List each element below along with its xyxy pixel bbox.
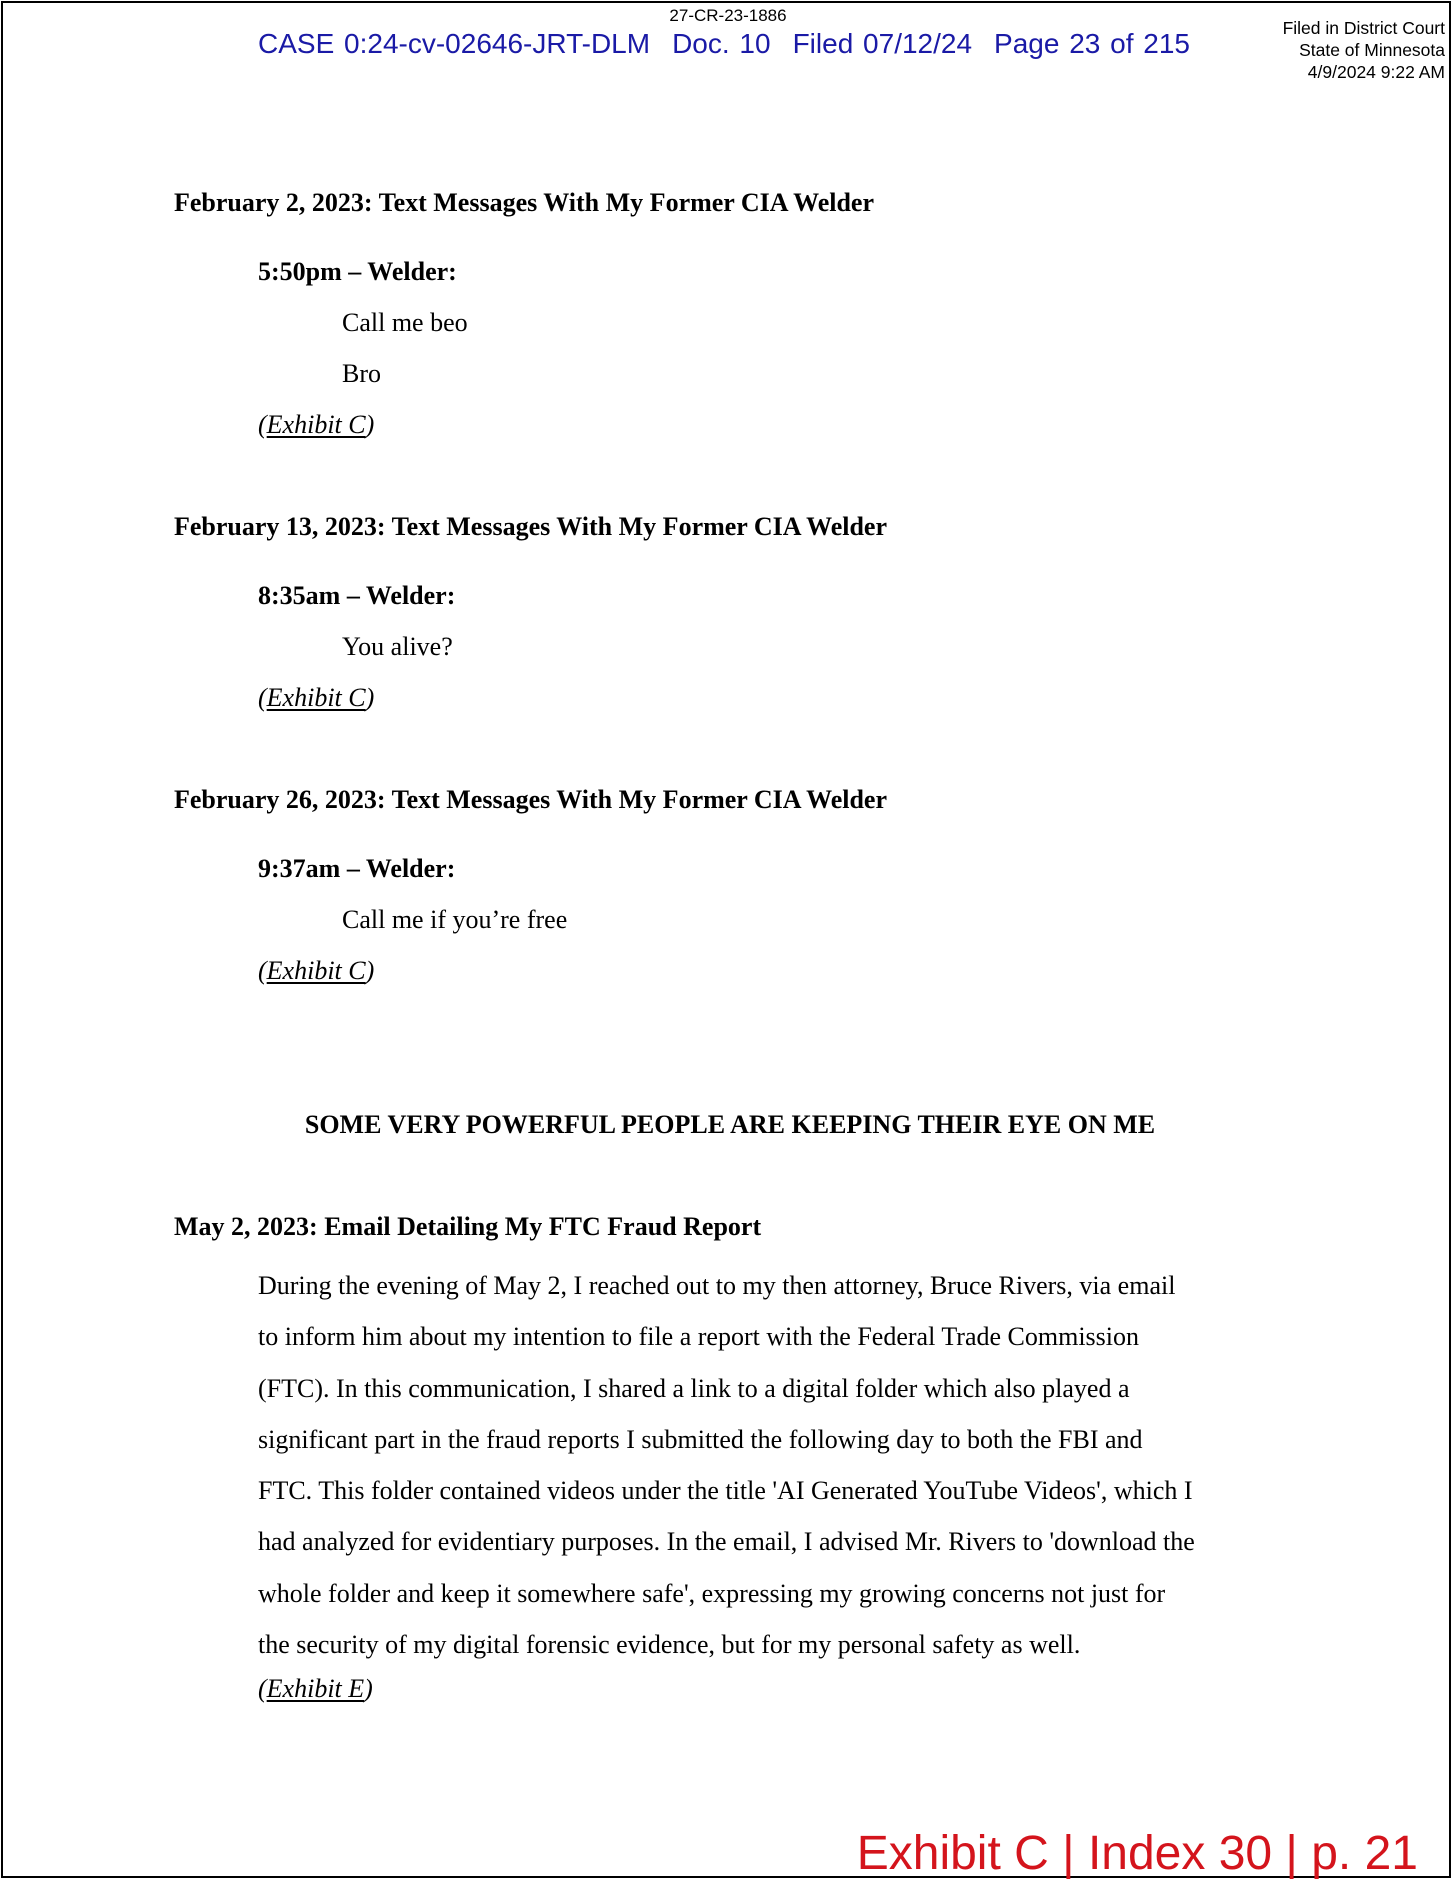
exhibit-link[interactable]: Exhibit C [266,683,366,712]
paragraph-line: the security of my digital forensic evidence, but for my personal safety as well. [258,1630,1081,1660]
paragraph-line: had analyzed for evidentiary purposes. In the email, I advised Mr. Rivers to 'download the [258,1527,1195,1557]
exhibit-reference: (Exhibit C) [258,683,375,712]
section-heading: February 2, 2023: Text Messages With My Former CIA Welder [174,188,875,217]
section-heading: February 13, 2023: Text Messages With My Former CIA Welder [174,512,888,541]
exhibit-index-stamp: Exhibit C | Index 30 | p. 21 [856,1827,1418,1880]
section-heading: February 26, 2023: Text Messages With My Former CIA Welder [174,785,888,814]
message-text: Call me if you’re free [342,905,568,934]
page-count: Page 23 of 215 [994,28,1190,59]
paragraph-line: FTC. This folder contained videos under the title 'AI Generated YouTube Videos', which I [258,1476,1193,1506]
email-paragraph [258,1260,1298,1670]
exhibit-reference: (Exhibit E) [258,1674,373,1703]
federal-case-header [258,28,1190,60]
message-text: You alive? [342,632,453,661]
message-text: Call me beo [342,308,468,337]
message-text: Bro [342,359,381,388]
filed-stamp-state: State of Minnesota [1299,40,1445,60]
section-heading: May 2, 2023: Email Detailing My FTC Fraud Report [174,1212,762,1241]
exhibit-link[interactable]: Exhibit C [266,956,366,985]
paragraph-line: (FTC). In this communication, I shared a link to a digital folder which also played a [258,1373,1130,1403]
paragraph-line: During the evening of May 2, I reached out to my then attorney, Bruce Rivers, via email [258,1271,1176,1300]
filed-stamp [1283,17,1445,83]
case-id: CASE 0:24-cv-02646-JRT-DLM [258,28,651,59]
message-speaker: 8:35am – Welder: [258,581,456,610]
center-heading: SOME VERY POWERFUL PEOPLE ARE KEEPING THEIR EYE ON ME [304,1110,1156,1139]
doc-number: Doc. 10 [672,28,771,59]
filed-stamp-court: Filed in District Court [1282,18,1445,38]
paragraph-line: whole folder and keep it somewhere safe', expressing my growing concerns not just for [258,1578,1166,1608]
filed-date: Filed 07/12/24 [792,28,973,59]
filed-stamp-datetime: 4/9/2024 9:22 AM [1307,62,1445,82]
exhibit-link[interactable]: Exhibit C [266,410,366,439]
state-case-number: 27-CR-23-1886 [669,6,787,25]
message-speaker: 5:50pm – Welder: [258,257,457,286]
paragraph-line: significant part in the fraud reports I submitted the following day to both the FBI and [258,1424,1143,1454]
exhibit-reference: (Exhibit C) [258,956,375,985]
paragraph-line: to inform him about my intention to file a report with the Federal Trade Commission [258,1322,1140,1352]
message-speaker: 9:37am – Welder: [258,854,456,883]
exhibit-link[interactable]: Exhibit E [266,1674,365,1703]
exhibit-reference: (Exhibit C) [258,410,375,439]
